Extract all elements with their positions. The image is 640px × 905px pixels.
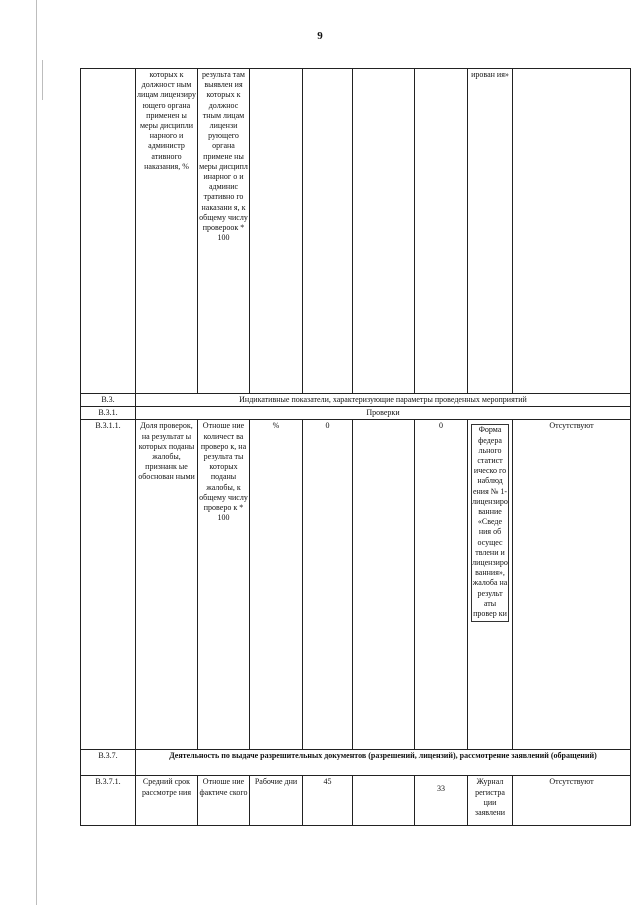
section-row (81, 750, 631, 776)
formula-cell: Отноше ние фактиче ского (198, 776, 250, 826)
section-row (81, 394, 631, 407)
formula-cell: результа там выявлен ия которых к должнос тным лицам лицензи рующего органа примене ны меры дисципл инарног о и админис тративно го наказани я, к общему числу провероок * 100 (198, 69, 250, 394)
value-cell (353, 776, 415, 826)
formula-cell: Отноше ние количест ва проверо к, на результа ты которых поданы жалобы, к общему числу проверо к * 100 (198, 420, 250, 750)
unit-cell: Рабочие дни (250, 776, 303, 826)
unit-cell: % (250, 420, 303, 750)
value-cell (353, 420, 415, 750)
table-row (81, 776, 631, 826)
value-cell: 0 (415, 420, 468, 750)
row-code: В.3.1.1. (81, 420, 136, 750)
indicator-cell: которых к должност ным лицам лицензиру ющего органа применен ы меры дисципли нарного и администр ативного наказания, % (136, 69, 198, 394)
section-title: Деятельность по выдаче разрешительных документов (разрешений, лицензий), рассмотрение заявлений (обращений) (136, 750, 631, 776)
section-title: Индикативные показатели, характеризующие параметры проведенных мероприятий (136, 394, 631, 407)
row-code: В.3.1. (81, 407, 136, 420)
value-cell (415, 69, 468, 394)
scan-margin-line (36, 0, 37, 905)
scan-margin-line (42, 60, 43, 100)
row-code (81, 69, 136, 394)
unit-cell (250, 69, 303, 394)
value-cell (353, 69, 415, 394)
row-code: В.3.7.1. (81, 776, 136, 826)
indicator-cell: Средний срок рассмотре ния (136, 776, 198, 826)
note-cell: Отсутствуют (513, 776, 631, 826)
source-text: Форма федера льного статист ическо го наблюд ения № 1- лицензированние «Сведе ния об осущес твлени и лицензированния», жалоба на результ аты провер ки (471, 424, 509, 622)
value-cell: 0 (303, 420, 353, 750)
indicator-table (80, 68, 631, 826)
section-title: Проверки (136, 407, 631, 420)
section-row (81, 407, 631, 420)
page-number: 9 (317, 30, 323, 42)
value-cell (303, 69, 353, 394)
row-code: В.3.7. (81, 750, 136, 776)
row-code: В.3. (81, 394, 136, 407)
table-row (81, 69, 631, 394)
source-cell: ирован ия» (468, 69, 513, 394)
note-cell: Отсутствуют (513, 420, 631, 750)
source-cell (468, 420, 513, 750)
note-cell (513, 69, 631, 394)
table-row (81, 420, 631, 750)
source-cell: Журнал регистра ции заявлени (468, 776, 513, 826)
value-cell: 33 (415, 776, 468, 826)
value-cell: 45 (303, 776, 353, 826)
indicator-cell: Доля проверок, на результат ы которых поданы жалобы, признанк ые обоснован ными (136, 420, 198, 750)
